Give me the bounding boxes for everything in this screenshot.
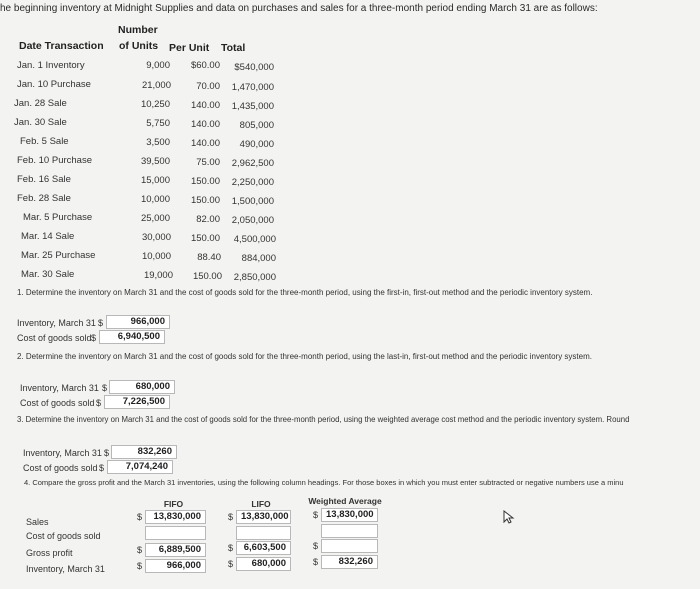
currency-sign: $ [228,543,234,553]
row-units: 9,000 [146,60,170,71]
q3-cogs-currency: $ [99,463,105,473]
sales-fifo-input[interactable]: 13,830,000 [145,510,206,524]
q3-inventory-input[interactable]: 832,260 [111,445,177,459]
comparison-row-label: Cost of goods sold [26,531,101,541]
row-per-unit: 88.40 [197,252,221,263]
row-total: 2,962,500 [231,158,274,169]
row-total: 2,050,000 [231,215,274,226]
q1-inventory-currency: $ [98,318,104,328]
row-date: Feb. 28 Sale [17,193,71,204]
cogs-fifo-input[interactable] [145,526,206,540]
q2-inventory-currency: $ [102,383,108,393]
row-total: 4,500,000 [233,234,276,245]
row-total: 2,250,000 [231,177,274,188]
header-total: Total [221,42,246,54]
cogs-weighted-average-input[interactable] [321,524,378,538]
row-date: Mar. 14 Sale [21,231,75,242]
q2-inventory-label: Inventory, March 31 [20,383,99,393]
currency-sign: $ [137,512,143,522]
row-date: Jan. 1 Inventory [17,60,85,71]
row-units: 39,500 [140,156,170,167]
row-total: 805,000 [239,120,274,131]
row-units: 15,000 [140,175,170,186]
column-weighted-average: Weighted Average [308,496,382,506]
row-date: Feb. 5 Sale [20,136,69,147]
question-4-text: 4. Compare the gross profit and the March 31 inventories, using the following column headings. For those boxes in which you must enter subtracted or negative numbers use a minu [24,478,624,487]
row-date: Feb. 10 Purchase [17,155,92,166]
row-units: 19,000 [143,270,173,281]
gross-profit-lifo-input[interactable]: 6,603,500 [236,541,291,555]
row-per-unit: 82.00 [196,214,220,225]
currency-sign: $ [137,545,143,555]
comparison-row-label: Sales [26,517,49,527]
gross-profit-fifo-input[interactable]: 6,889,500 [145,543,206,557]
row-total: 1,470,000 [231,82,274,93]
row-per-unit: 140.00 [190,100,220,111]
sales-weighted-average-input[interactable]: 13,830,000 [321,508,378,522]
question-3-text: 3. Determine the inventory on March 31 and the cost of goods sold for the three-month period, using the weighted average cost method and the periodic inventory system. Round [17,415,630,424]
q3-cogs-input[interactable]: 7,074,240 [107,460,173,474]
row-date: Feb. 16 Sale [17,174,71,185]
row-per-unit: 150.00 [192,271,222,282]
q1-inventory-label: Inventory, March 31 [17,318,96,328]
row-units: 25,000 [140,213,170,224]
q3-inventory-currency: $ [104,448,110,458]
row-units: 30,000 [141,232,171,243]
row-total: 884,000 [241,253,276,264]
sales-lifo-input[interactable]: 13,830,000 [236,510,291,524]
row-total: 1,435,000 [231,101,274,112]
row-date: Jan. 30 Sale [14,117,67,128]
question-2-text: 2. Determine the inventory on March 31 and the cost of goods sold for the three-month period, using the last-in, first-out method and the periodic inventory system. [17,352,592,361]
inventory-lifo-input[interactable]: 680,000 [236,557,291,571]
row-units: 10,250 [140,99,170,110]
row-date: Mar. 30 Sale [21,269,75,280]
row-units: 5,750 [146,118,170,129]
row-total: 1,500,000 [231,196,274,207]
row-units: 10,000 [141,251,171,262]
row-per-unit: 140.00 [190,138,220,149]
row-date: Jan. 28 Sale [14,98,67,109]
q1-cogs-label: Cost of goods sold [17,333,92,343]
header-of-units: of Units [119,40,159,52]
intro-text: he beginning inventory at Midnight Supplies and data on purchases and sales for a three-month period ending March 31 are as follows: [0,3,598,14]
q1-cogs-input[interactable]: 6,940,500 [99,330,165,344]
q1-cogs-currency: $ [91,333,97,343]
row-per-unit: 150.00 [190,195,220,206]
header-date-transaction: Date Transaction [19,40,104,52]
q2-cogs-label: Cost of goods sold [20,398,95,408]
currency-sign: $ [313,541,319,551]
row-date: Mar. 5 Purchase [23,212,93,223]
comparison-row-label: Gross profit [26,548,73,558]
currency-sign: $ [228,559,234,569]
gross-profit-weighted-average-input[interactable] [321,539,378,553]
q3-cogs-label: Cost of goods sold [23,463,98,473]
row-total: 2,850,000 [233,272,276,283]
inventory-weighted-average-input[interactable]: 832,260 [321,555,378,569]
row-per-unit: 150.00 [190,176,220,187]
question-1-text: 1. Determine the inventory on March 31 and the cost of goods sold for the three-month period, using the first-in, first-out method and the periodic inventory system. [17,288,593,297]
cogs-lifo-input[interactable] [236,526,291,540]
header-per-unit: Per Unit [169,42,210,54]
mouse-cursor-icon [503,510,515,524]
q1-inventory-input[interactable]: 966,000 [106,315,170,329]
row-units: 21,000 [141,80,171,91]
q2-cogs-input[interactable]: 7,226,500 [104,395,170,409]
column-lifo: LIFO [251,499,271,509]
row-per-unit: 70.00 [196,81,220,92]
inventory-fifo-input[interactable]: 966,000 [145,559,206,573]
row-units: 3,500 [146,137,170,148]
row-per-unit: 140.00 [190,119,220,130]
currency-sign: $ [313,557,319,567]
column-fifo: FIFO [163,499,184,509]
currency-sign: $ [228,512,234,522]
q3-inventory-label: Inventory, March 31 [23,448,102,458]
row-per-unit: 75.00 [196,157,220,168]
row-date: Mar. 25 Purchase [21,250,96,261]
row-total: $540,000 [234,62,274,73]
currency-sign: $ [137,561,143,571]
currency-sign: $ [313,510,319,520]
header-number: Number [118,24,158,36]
comparison-row-label: Inventory, March 31 [26,564,105,574]
row-units: 10,000 [140,194,170,205]
row-date: Jan. 10 Purchase [17,79,91,90]
q2-cogs-currency: $ [96,398,102,408]
row-total: 490,000 [239,139,274,150]
q2-inventory-input[interactable]: 680,000 [109,380,175,394]
row-per-unit: 150.00 [190,233,220,244]
row-per-unit: $60.00 [190,60,220,71]
